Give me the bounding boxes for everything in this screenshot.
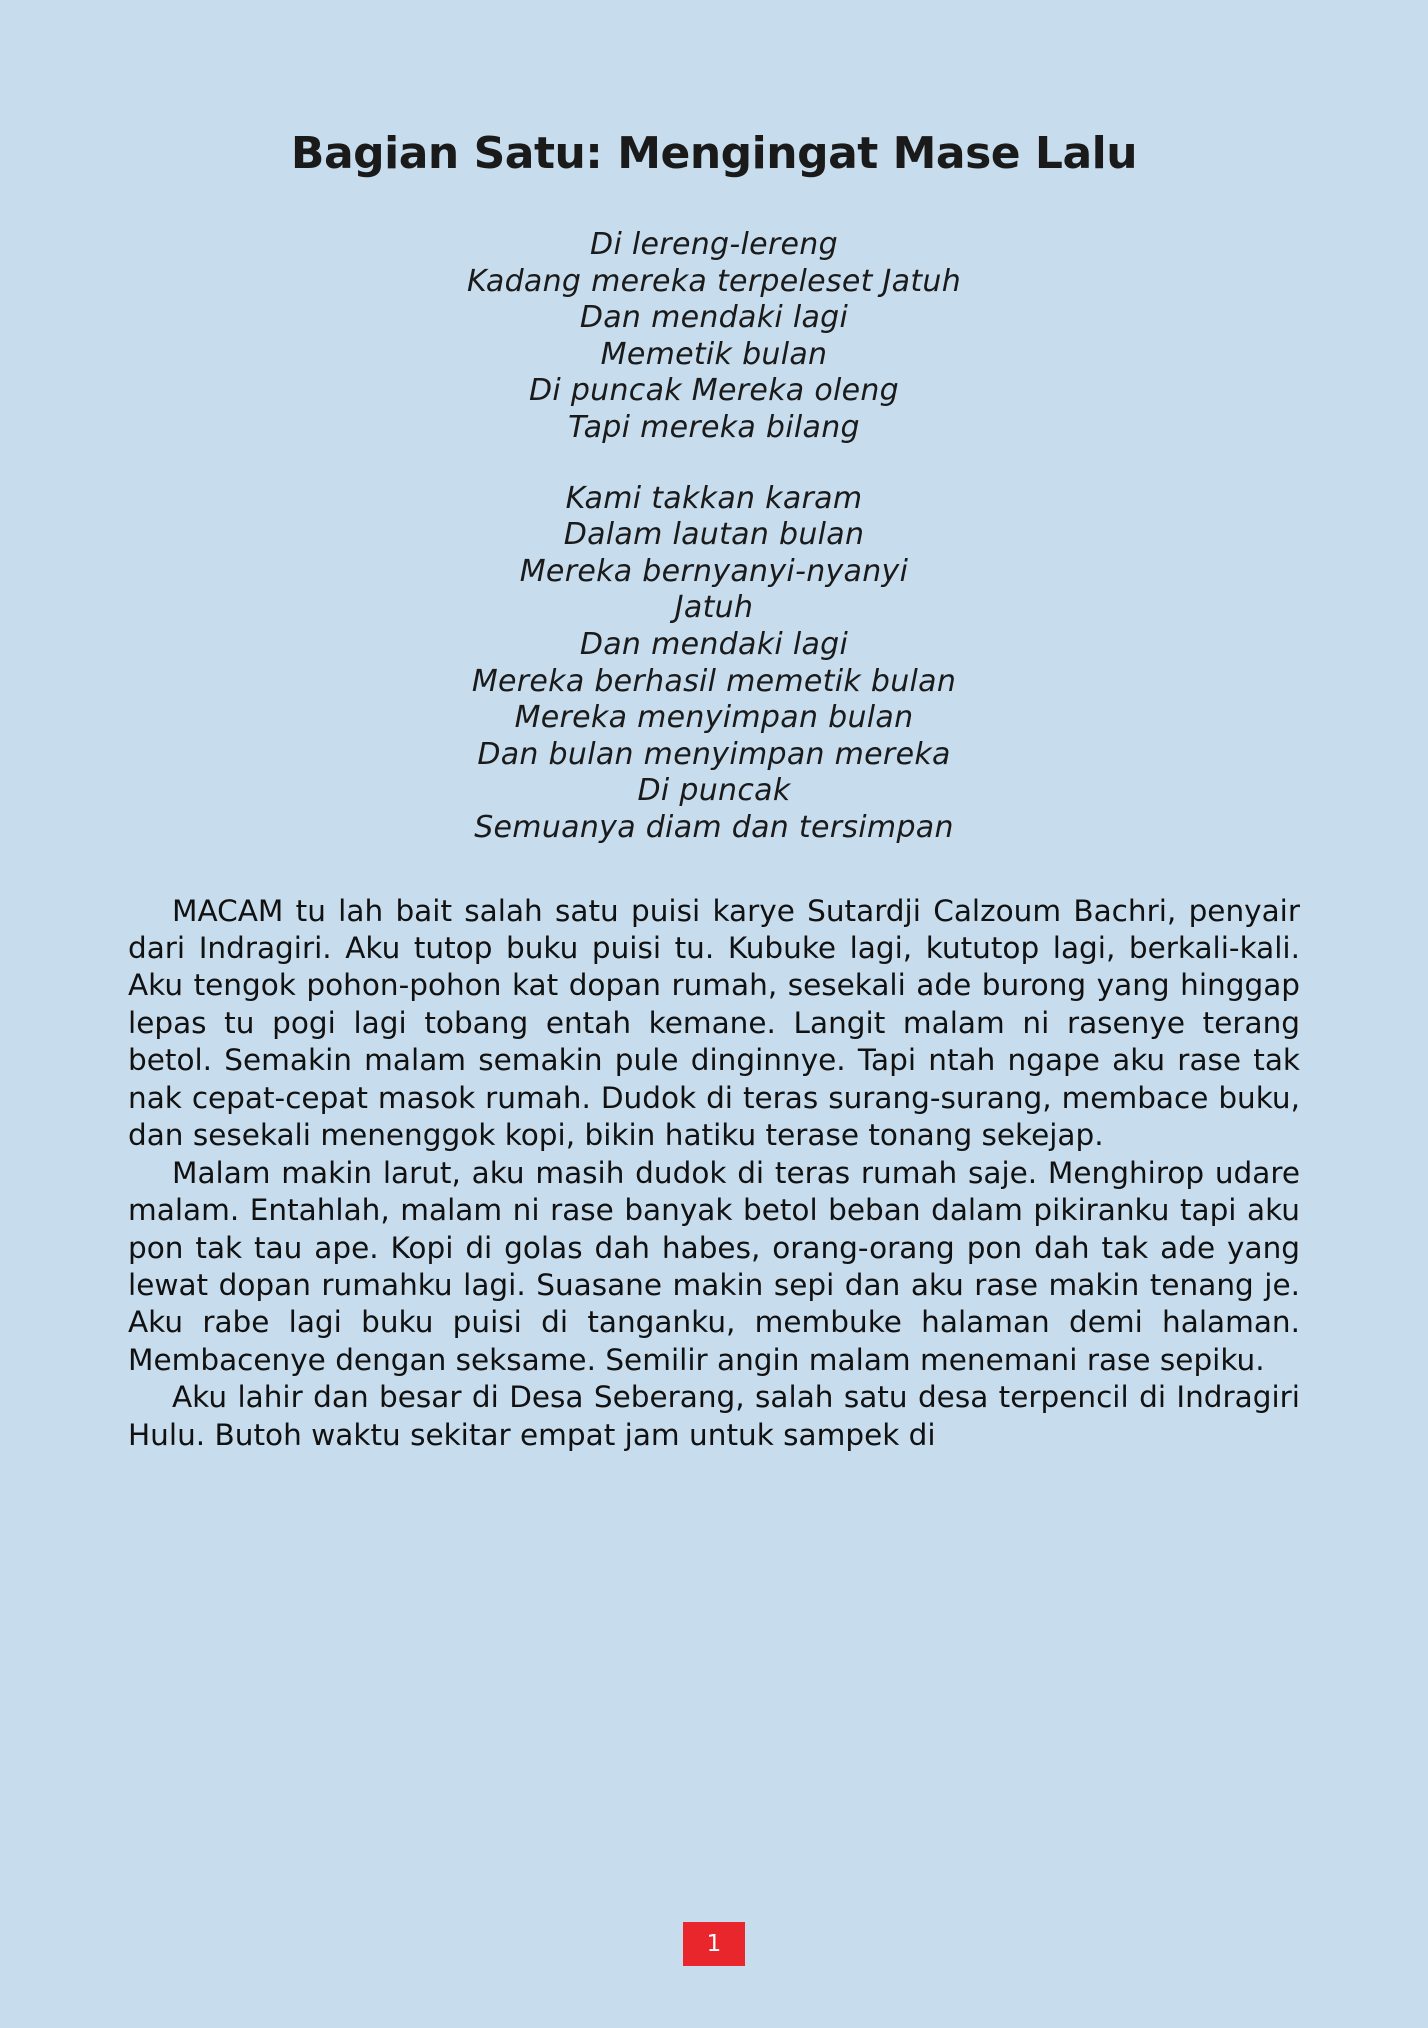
- poem-line: Di lereng-lereng: [590, 227, 838, 262]
- poem-line: Jatuh: [674, 590, 754, 626]
- poem-stanza: [0, 227, 1428, 447]
- poem-line: Mereka menyimpan bulan: [514, 700, 914, 736]
- poem-line: Di puncak: [637, 773, 791, 809]
- poem-stanza: [0, 481, 1428, 847]
- poem-line: Di puncak Mereka oleng: [528, 373, 900, 409]
- body-paragraph: Aku lahir dan besar di Desa Seberang, salah satu desa terpencil di Indragiri Hulu. Butoh waktu sekitar empat jam untuk sampek di: [128, 1380, 1300, 1452]
- poem-line: Mereka berhasil memetik bulan: [471, 663, 957, 699]
- page-number-badge: 1: [683, 1922, 745, 1966]
- body-paragraph: Malam makin larut, aku masih dudok di teras rumah saje. Menghirop udare malam. Entahlah, malam ni rase banyak betol beban dalam pikiranku tapi aku pon tak tau ape. Kopi di golas dah habes, orang-orang pon dah tak ade yang lewat dopan rumahku lagi. Suasane makin sepi dan aku rase makin tenang je. Aku rabe lagi buku puisi di tanganku, membuke halaman demi halaman. Membacenye dengan seksame. Semilir angin malam menemani rase sepiku.: [128, 1155, 1300, 1377]
- poem-block: [0, 227, 1428, 847]
- poem-line: Tapi mereka bilang: [568, 409, 860, 445]
- page-number-container: [0, 1922, 1428, 1966]
- page-title: Bagian Satu: Mengingat Mase Lalu: [290, 128, 1138, 179]
- poem-line: Dalam lautan bulan: [563, 517, 865, 553]
- body-text: [0, 893, 1428, 1455]
- poem-line: Memetik bulan: [600, 336, 828, 372]
- poem-line: Mereka bernyanyi-nyanyi: [519, 553, 909, 589]
- poem-line: Kadang mereka terpeleset Jatuh: [466, 263, 962, 299]
- poem-line: Dan mendaki lagi: [579, 300, 849, 336]
- poem-line: Kami takkan karam: [565, 480, 863, 516]
- poem-line: Semuanya diam dan tersimpan: [474, 809, 954, 845]
- poem-line: Dan bulan menyimpan mereka: [477, 736, 951, 772]
- body-paragraph: MACAM tu lah bait salah satu puisi karye Sutardji Calzoum Bachri, penyair dari Indragiri. Aku tutop buku puisi tu. Kubuke lagi, kututop lagi, berkali-kali. Aku tengok pohon-pohon kat dopan rumah, sesekali ade burong yang hinggap lepas tu pogi lagi tobang entah kemane. Langit malam ni rasenye terang betol. Semakin malam semakin pule dinginnye. Tapi ntah ngape aku rase tak nak cepat-cepat masok rumah. Dudok di teras surang-surang, membace buku, dan sesekali menenggok kopi, bikin hatiku terase tonang sekejap.: [128, 893, 1300, 1153]
- poem-line: Dan mendaki lagi: [579, 626, 849, 662]
